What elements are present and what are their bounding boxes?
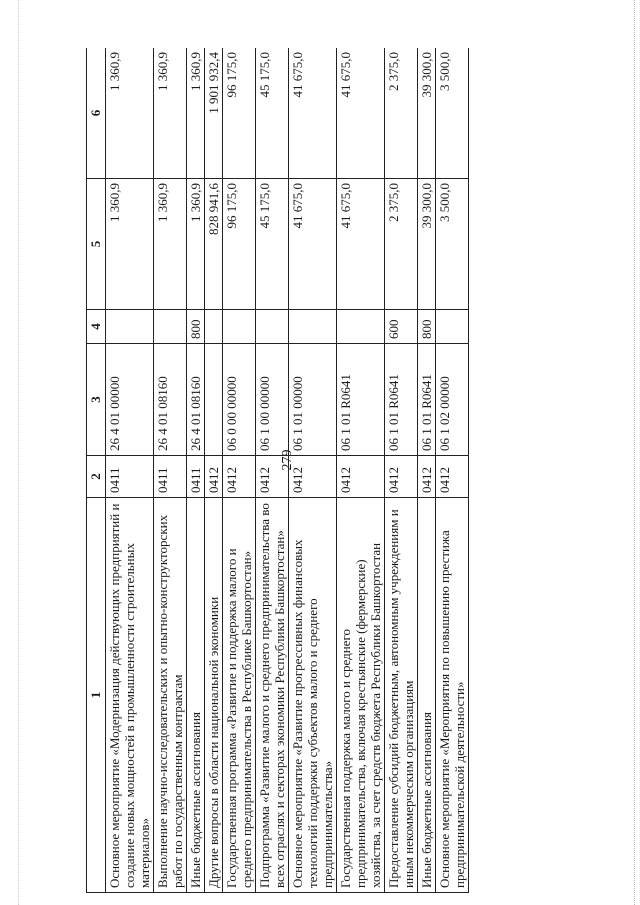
target-article-code: 26 4 01 00000 — [106, 344, 154, 456]
expense-type-code: 800 — [418, 310, 436, 344]
amount-col-5: 3 500,0 — [436, 179, 469, 310]
amount-col-5: 96 175,0 — [223, 179, 256, 310]
amount-col-5: 1 360,9 — [154, 179, 187, 310]
target-article-code: 06 1 00 00000 — [256, 344, 289, 456]
expense-type-code — [154, 310, 187, 344]
amount-col-6: 41 675,0 — [337, 48, 385, 179]
header-col-2: 2 — [87, 456, 106, 498]
target-article-code: 06 0 00 00000 — [223, 344, 256, 456]
amount-col-5: 41 675,0 — [337, 179, 385, 310]
target-article-code: 06 1 01 R0641 — [418, 344, 436, 456]
expense-type-code — [223, 310, 256, 344]
amount-col-6: 45 175,0 — [256, 48, 289, 179]
header-col-5: 5 — [87, 179, 106, 310]
amount-col-6: 3 500,0 — [436, 48, 469, 179]
expense-type-code — [106, 310, 154, 344]
header-row — [87, 48, 106, 893]
row-name: Подпрограмма «Развитие малого и среднего предпринимательства во всех отраслях и секторах экономики Республики Башкортостан» — [256, 498, 289, 893]
amount-col-6: 1 360,9 — [154, 48, 187, 179]
row-name: Иные бюджетные ассигнования — [418, 498, 436, 893]
amount-col-6: 1 901 932,4 — [205, 48, 223, 179]
row-name: Предоставление субсидий бюджетным, автономным учреждениям и иным некоммерческим организациям — [385, 498, 418, 893]
expense-type-code — [436, 310, 469, 344]
section-code: 0412 — [385, 456, 418, 498]
amount-col-5: 45 175,0 — [256, 179, 289, 310]
amount-col-6: 1 360,9 — [106, 48, 154, 179]
target-article-code — [205, 344, 223, 456]
table-row — [418, 48, 436, 893]
target-article-code: 06 1 01 R0641 — [385, 344, 418, 456]
section-code: 0411 — [154, 456, 187, 498]
header-col-6: 6 — [87, 48, 106, 179]
amount-col-5: 39 300,0 — [418, 179, 436, 310]
target-article-code: 06 1 02 00000 — [436, 344, 469, 456]
amount-col-5: 1 360,9 — [187, 179, 205, 310]
table-container — [86, 48, 626, 893]
amount-col-5: 41 675,0 — [289, 179, 337, 310]
scan-edge-left — [18, 0, 20, 905]
scan-edge-right — [634, 0, 636, 905]
amount-col-6: 2 375,0 — [385, 48, 418, 179]
table-row — [256, 48, 289, 893]
header-col-3: 3 — [87, 344, 106, 456]
page-number: 279 — [280, 449, 295, 471]
section-code: 0411 — [106, 456, 154, 498]
expense-type-code: 600 — [385, 310, 418, 344]
row-name: Основное мероприятие «Развитие прогрессивных финансовых технологий поддержки субъектов малого и среднего предпринимательства» — [289, 498, 337, 893]
table-row — [436, 48, 469, 893]
amount-col-5: 2 375,0 — [385, 179, 418, 310]
row-name: Основное мероприятие «Мероприятия по повышению престижа предпринимательской деятельности» — [436, 498, 469, 893]
amount-col-6: 1 360,9 — [187, 48, 205, 179]
table-row — [187, 48, 205, 893]
table-row — [205, 48, 223, 893]
table-row — [154, 48, 187, 893]
section-code: 0412 — [418, 456, 436, 498]
amount-col-6: 96 175,0 — [223, 48, 256, 179]
header-col-1: 1 — [87, 498, 106, 893]
expense-type-code — [337, 310, 385, 344]
rotated-table-region — [86, 48, 626, 893]
row-name: Основное мероприятие «Модернизация действующих предприятий и создание новых мощностей в промышленности строительных материалов» — [106, 498, 154, 893]
table-row — [223, 48, 256, 893]
amount-col-6: 41 675,0 — [289, 48, 337, 179]
row-name: Государственная поддержка малого и среднего предпринимательства, включая крестьянские (фермерские) хозяйства, за счет средств бюджета Республики Башкортостан — [337, 498, 385, 893]
expense-type-code — [256, 310, 289, 344]
section-code: 0412 — [223, 456, 256, 498]
amount-col-6: 39 300,0 — [418, 48, 436, 179]
row-name: Государственная программа «Развитие и поддержка малого и среднего предпринимательства в Республике Башкортостан» — [223, 498, 256, 893]
target-article-code: 06 1 01 00000 — [289, 344, 337, 456]
row-name: Выполнение научно-исследовательских и опытно-конструкторских работ по государственным контрактам — [154, 498, 187, 893]
section-code: 0412 — [337, 456, 385, 498]
row-name: Другие вопросы в области национальной экономики — [205, 498, 223, 893]
expense-type-code: 800 — [187, 310, 205, 344]
section-code: 0412 — [289, 456, 337, 498]
section-code: 0412 — [436, 456, 469, 498]
section-code: 0412 — [256, 456, 289, 498]
table-row — [337, 48, 385, 893]
table-row — [289, 48, 337, 893]
section-code: 0412 — [205, 456, 223, 498]
budget-table — [86, 48, 469, 893]
target-article-code: 26 4 01 08160 — [154, 344, 187, 456]
table-row — [385, 48, 418, 893]
table-row — [106, 48, 154, 893]
expense-type-code — [289, 310, 337, 344]
target-article-code: 06 1 01 R0641 — [337, 344, 385, 456]
row-name: Иные бюджетные ассигнования — [187, 498, 205, 893]
section-code: 0411 — [187, 456, 205, 498]
expense-type-code — [205, 310, 223, 344]
amount-col-5: 828 941,6 — [205, 179, 223, 310]
header-col-4: 4 — [87, 310, 106, 344]
amount-col-5: 1 360,9 — [106, 179, 154, 310]
target-article-code: 26 4 01 08160 — [187, 344, 205, 456]
